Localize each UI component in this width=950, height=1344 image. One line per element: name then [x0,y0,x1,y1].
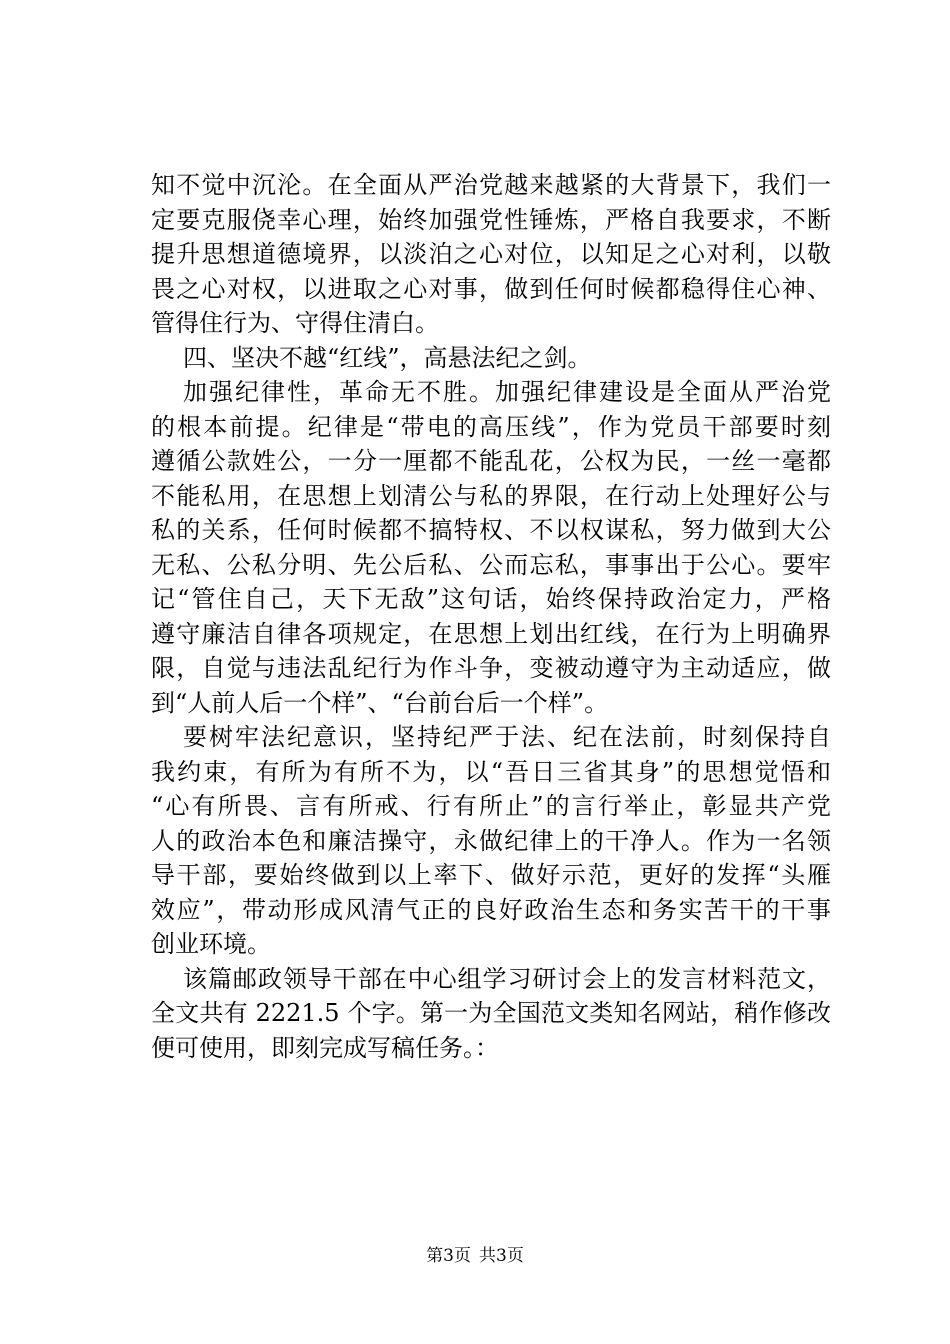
text-line: 要树牢法纪意识，坚持纪严于法、纪在法前，时刻保持自 [183,723,831,751]
text-line: 导干部，要始终做到以上率下、做好示范，更好的发挥“头雁 [151,861,831,889]
text-line: 提升思想道德境界，以淡泊之心对位，以知足之心对利，以敬 [151,240,831,268]
page-footer [0,1244,950,1268]
text-line: 效应”，带动形成风清气正的良好政治生态和务实苦干的干事 [151,895,831,924]
text-line: 限，自觉与违法乱纪行为作斗争，变被动遵守为主动适应，做 [151,654,831,682]
page-number: 第3页 [426,1246,471,1266]
text-line: 不能私用，在思想上划清公与私的界限，在行动上处理好公与 [151,481,831,510]
text-line: 到“人前人后一个样”、“台前台后一个样”。 [151,688,609,717]
text-line: 知不觉中沉沦。在全面从严治党越来越紧的大背景下，我们一 [151,171,831,199]
text-line: 我约束，有所为有所不为，以“吾日三省其身”的思想觉悟和 [151,757,831,786]
text-line: 创业环境。 [151,930,271,958]
text-line: 便可使用，即刻完成写稿任务。： [151,1033,499,1062]
text-line: 私的关系，任何时候都不搞特权、不以权谋私，努力做到大公 [151,516,831,544]
document-body [151,168,831,1065]
text-line: 加强纪律性，革命无不胜。加强纪律建设是全面从严治党 [183,378,831,406]
text-line: 遵守廉洁自律各项规定，在思想上划出红线，在行为上明确界 [151,619,831,648]
text-line: 人的政治本色和廉洁操守，永做纪律上的干净人。作为一名领 [151,826,831,855]
text-line: 无私、公私分明、先公后私、公而忘私，事事出于公心。要牢 [151,550,831,579]
text-line: 管得住行为、守得住清白。 [151,309,439,337]
text-line: 记“管住自己，天下无敌”这句话，始终保持政治定力，严格 [151,585,831,613]
text-line: 定要克服侥幸心理，始终加强党性锤炼，严格自我要求，不断 [151,205,831,234]
text-line: “心有所畏、言有所戒、行有所止”的言行举止，彰显共产党 [151,792,831,820]
text-line: 畏之心对权，以进取之心对事，做到任何时候都稳得住心神、 [151,274,831,303]
text-line: 遵循公款姓公，一分一厘都不能乱花，公权为民，一丝一毫都 [151,447,831,475]
section-heading: 四、坚决不越“红线”，高悬法纪之剑。 [183,343,592,372]
text-line: 该篇邮政领导干部在中心组学习研讨会上的发言材料范文， [183,964,831,993]
text-line: 的根本前提。纪律是“带电的高压线”，作为党员干部要时刻 [151,412,831,441]
page-total: 共3页 [479,1246,524,1266]
text-line: 全文共有 2221.5 个字。第一为全国范文类知名网站，稍作修改 [151,999,831,1027]
